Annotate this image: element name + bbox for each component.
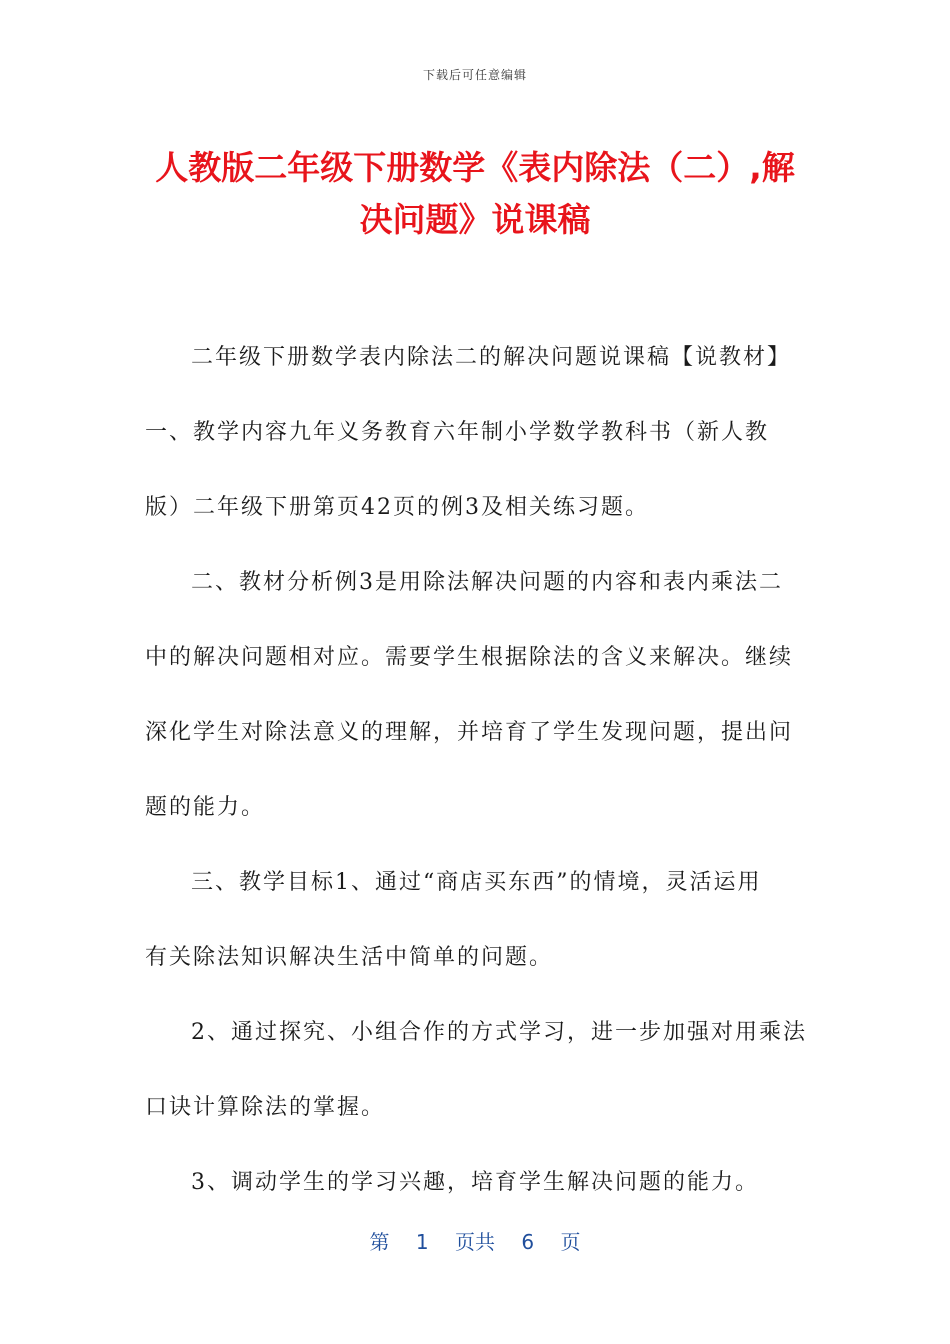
paragraph-line: 三、教学目标1、通过“商店买东西”的情境，灵活运用 <box>191 870 762 895</box>
page-footer <box>0 1226 950 1255</box>
page-suffix: 页 <box>560 1230 581 1254</box>
page-prefix: 第 <box>369 1230 390 1254</box>
paragraph-line: 中的解决问题相对应。需要学生根据除法的含义来解决。继续 <box>145 645 794 670</box>
paragraph-line: 有关除法知识解决生活中简单的问题。 <box>145 945 554 970</box>
paragraph-line: 二、教材分析例3是用除法解决问题的内容和表内乘法二 <box>191 570 783 595</box>
page-total: 6 <box>521 1230 535 1254</box>
paragraph-line: 一、教学内容九年义务教育六年制小学数学教科书（新人教 <box>145 420 770 445</box>
paragraph-line: 题的能力。 <box>145 795 266 820</box>
document-body <box>145 320 805 1220</box>
paragraph-line: 深化学生对除法意义的理解，并培育了学生发现问题，提出问 <box>145 720 794 745</box>
header-note: 下载后可任意编辑 <box>422 68 527 82</box>
paragraph-line: 二年级下册数学表内除法二的解决问题说课稿【说教材】 <box>191 345 792 370</box>
document-title <box>130 142 820 246</box>
page-number: 1 <box>415 1230 429 1254</box>
title-line-2: 决问题》说课稿 <box>359 200 591 239</box>
paragraph-line: 版）二年级下册第页42页的例3及相关练习题。 <box>145 495 649 520</box>
title-line-1: 人教版二年级下册数学《表内除法（二）,解 <box>155 148 795 187</box>
paragraph-line: 口诀计算除法的掌握。 <box>145 1095 386 1120</box>
paragraph-line: 2、通过探究、小组合作的方式学习，进一步加强对用乘法 <box>191 1020 807 1045</box>
paragraph-line: 3、调动学生的学习兴趣，培育学生解决问题的能力。 <box>191 1170 759 1195</box>
page-mid: 页共 <box>455 1230 495 1254</box>
